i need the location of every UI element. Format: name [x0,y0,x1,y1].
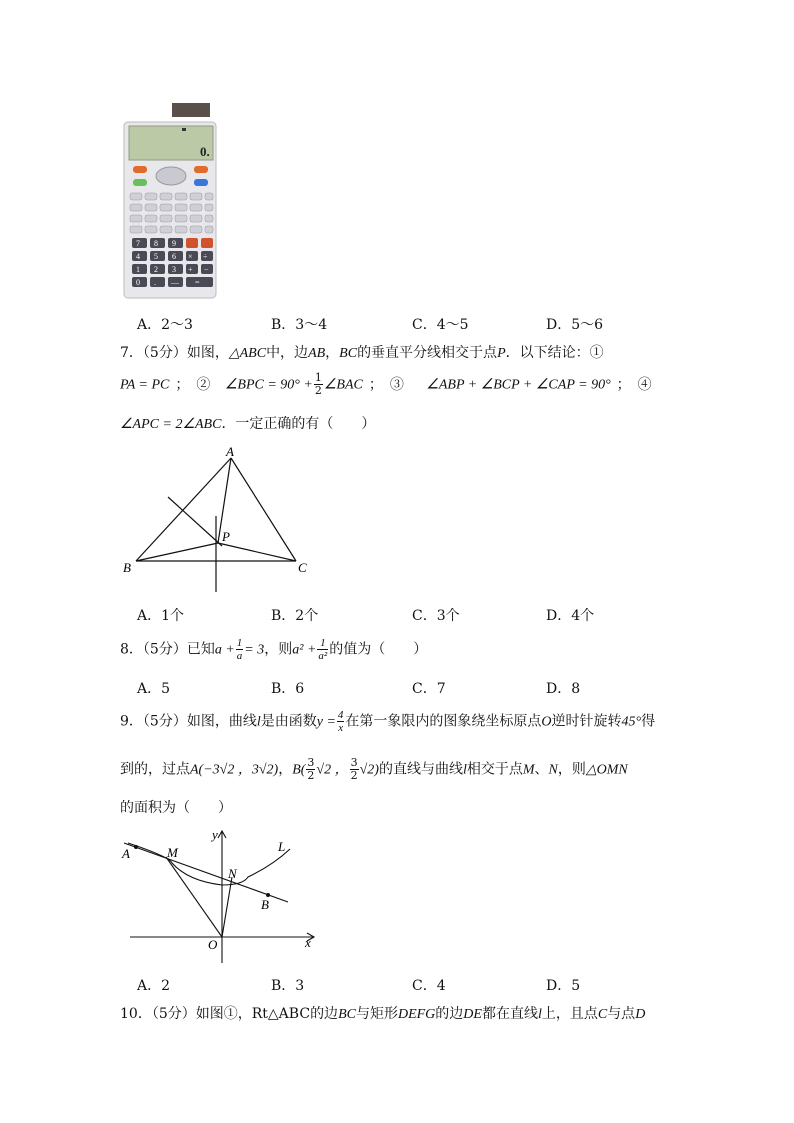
q9-point-b-2: √2 ， [316,762,349,778]
q7-ask: ．一定正确的有（ ） [221,416,376,432]
q6-option-d[interactable]: D．5～6 [546,317,604,333]
q9-graph-figure [118,825,328,975]
q6-option-c[interactable]: C．4～5 [412,317,469,333]
svg-text:×: × [188,252,193,261]
q9-line-1 [120,709,655,734]
q8-frac-1: $\frac{1}{a}$ [236,637,243,662]
q9-l2-b: ， [278,761,293,778]
q9-l2-a: 到的，过点 [120,761,190,778]
calculator-image [120,100,222,300]
q8-pre: 已知 [186,641,215,658]
q9-point-b-1: B( [292,762,306,778]
svg-text:9: 9 [172,239,176,248]
q9-pre: 如图，曲线 [186,713,257,730]
q9-frac-b2: $\frac{3}{2}$ [350,756,358,782]
q9-curve-l: l [256,714,261,730]
q10-point-c: C [597,1007,608,1022]
q7-sep-3: ； ④ [616,376,652,393]
q7-sep-2: ； ③ [368,376,404,393]
q7-text-3: ．以下结论：① [505,345,604,361]
q7-number: 7． [120,345,143,361]
q9-option-c[interactable]: C．4 [412,978,446,994]
q9-label-b: B [261,897,269,912]
q9-l2-l: l [462,762,467,778]
q9-option-b[interactable]: B．3 [271,978,305,994]
q7-label-b: B [123,560,131,575]
q10-rt-triangle: Rt△ABC [251,1006,311,1022]
svg-text:.: . [154,278,156,287]
q7-sep-1: ； ② [175,376,211,393]
q7-comma: ， [325,345,340,361]
q7-conclusion-4: ∠APC = 2∠ABC [120,417,222,432]
q7-label-p: P [222,529,230,544]
q10-number: 10． [120,1006,152,1022]
q9-l3: 的面积为（ ） [120,800,232,816]
svg-text:5: 5 [154,252,158,261]
q10-de: DE [463,1007,482,1022]
q7-triangle-figure [118,440,318,600]
q7-ab: AB [308,346,326,361]
q8-option-c[interactable]: C．7 [412,681,446,697]
q9-l2-d: 相交于点 [466,761,523,778]
q9-label-o: O [208,937,218,952]
q8-expr-1: a + [214,642,235,658]
q8-number: 8． [120,641,143,658]
q8-mid: ，则 [264,641,293,658]
q9-label-l: L [278,839,286,854]
q7-score: （5分） [142,345,187,361]
q10-mid-2: 与矩形 [355,1006,398,1022]
q7-triangle: △ABC [228,346,267,361]
q7-bc: BC [339,346,358,361]
q10-score: （5分） [151,1006,196,1022]
q7-label-a: A [226,444,234,459]
q7-intro: 如图， [186,345,229,361]
svg-text:6: 6 [172,252,176,261]
svg-text:−: − [204,265,209,274]
q8-option-d[interactable]: D．8 [546,681,581,697]
q8-frac-2: $\frac{1}{\text{a²}}$ [318,637,328,662]
q7-conclusion-3: ∠ABP + ∠BCP + ∠CAP = 90° [426,377,611,393]
svg-text:7: 7 [136,239,140,248]
q8-tail: 的值为（ ） [329,641,428,658]
q7-point-p: P [497,346,506,361]
q7-option-d[interactable]: D．4个 [546,608,595,624]
q8-option-a[interactable]: A．5 [137,681,171,697]
q7-label-c: C [298,560,307,575]
svg-text:3: 3 [172,265,176,274]
q7-line-2 [120,372,652,397]
q9-angle: 45° [621,714,642,730]
q7-text-2: 的垂直平分线相交于点 [357,345,498,361]
svg-text:=: = [195,278,200,287]
q6-option-a[interactable]: A．2～3 [137,317,193,333]
q9-number: 9． [120,713,143,730]
q10-bc: BC [338,1007,356,1022]
svg-text:8: 8 [154,239,158,248]
q10-defg: DEFG [397,1007,436,1022]
q9-mid: 是由函数 [260,713,317,730]
q7-option-b[interactable]: B．2个 [271,608,319,624]
q9-option-d[interactable]: D．5 [546,978,581,994]
q9-option-a[interactable]: A．2 [137,978,171,994]
q9-mid-3: 逆时针旋转 [551,713,622,730]
q9-score: （5分） [142,713,187,730]
q9-end-1: 得 [641,713,656,730]
q10-mid-6: 与点 [607,1006,636,1022]
svg-text:+: + [188,265,193,274]
q9-label-y: y [212,827,218,842]
svg-text:1: 1 [136,265,140,274]
q9-line-3 [120,797,232,817]
q7-frac: $\frac{1}{2}$ [314,371,322,397]
q9-point-n: N [548,762,558,778]
q9-point-b-3: √2) [359,762,379,778]
svg-text:÷: ÷ [203,252,208,261]
q9-func-y: y = [316,714,336,730]
q8-eq: = 3 [244,642,265,658]
q10-mid-4: 都在直线 [481,1006,538,1022]
q8-line [120,637,427,662]
q9-label-n: N [228,866,237,881]
q9-label-x: x [305,935,311,950]
q9-func-frac: $\frac{4}{x}$ [337,709,344,734]
q9-frac-b1: $\frac{3}{2}$ [307,756,315,782]
q9-line-2 [120,757,628,782]
q7-option-c[interactable]: C．3个 [412,608,460,624]
q9-origin: O [541,714,552,730]
svg-text:4: 4 [136,252,140,261]
q9-l2-f: ，则 [557,761,586,778]
svg-text:2: 2 [154,265,158,274]
q10-mid-5: 上，且点 [541,1006,598,1022]
q7-conclusion-2b: ∠BAC [323,377,363,393]
calc-display-value: 0. [200,144,210,159]
q9-point-m: M [522,762,535,778]
q7-line-1 [120,342,604,362]
svg-text:—: — [171,278,179,287]
q8-option-b[interactable]: B．6 [271,681,305,697]
q9-point-a: A(−3√2 ，3√2) [190,762,279,778]
q7-conclusion-1: PA = PC [120,377,170,393]
q10-point-d: D [635,1007,646,1022]
q9-label-a: A [122,846,130,861]
q8-score: （5分） [142,641,187,658]
q8-expr-2: a² + [292,642,317,658]
q9-triangle: △OMN [585,762,628,778]
q9-l2-c: 的直线与曲线 [378,761,463,778]
q10-mid-3: 的边 [435,1006,464,1022]
svg-text:0: 0 [136,278,140,287]
q7-line-3 [120,413,375,433]
q10-pre: 如图①， [195,1006,252,1022]
q10-mid: 的边 [310,1006,339,1022]
q7-text: 中，边 [266,345,309,361]
q9-mid-2: 在第一象限内的图象绕坐标原点 [345,713,542,730]
q7-conclusion-2a: ∠BPC = 90° + [224,377,313,393]
q10-line-1 [120,1003,645,1023]
q7-option-a[interactable]: A．1个 [137,608,185,624]
q10-line-l: l [537,1007,542,1022]
q9-label-m: M [167,845,178,860]
q6-option-b[interactable]: B．3～4 [271,317,328,333]
q9-l2-e: 、 [534,761,549,778]
